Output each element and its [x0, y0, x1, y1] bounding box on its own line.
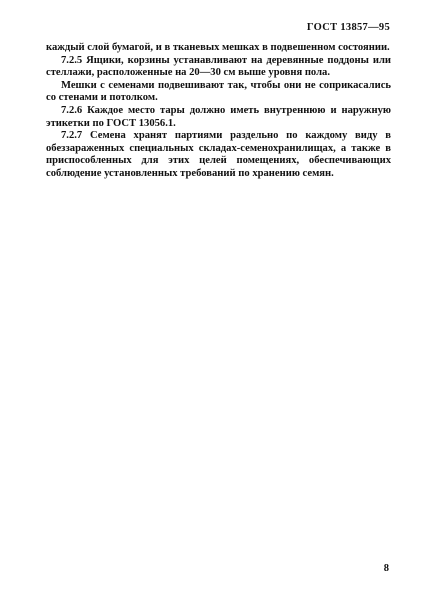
document-header-code: ГОСТ 13857—95 — [306, 22, 390, 33]
paragraph-continuation: каждый слой бумагой, и в тканевых мешках в подвешенном состоянии. — [46, 42, 390, 53]
paragraph-bags: Мешки с семенами подвешивают так, чтобы они не соприкасались со стенами и потолком. — [46, 79, 391, 104]
document-body — [46, 42, 391, 181]
page-number: 8 — [383, 563, 389, 574]
paragraph-7-2-6: 7.2.6 Каждое место тары должно иметь внутреннюю и наружную этикетки по ГОСТ 13056.1. — [46, 104, 391, 129]
paragraph-7-2-5: 7.2.5 Ящики, корзины устанавливают на деревянные поддоны или стеллажи, расположенные на 20—30 см выше уровня пола. — [46, 54, 391, 79]
paragraph-7-2-7: 7.2.7 Семена хранят партиями раздельно по каждому виду в обеззараженных специальных складах-семенохранилищах, а также в приспособленных для этих целей помещениях, обеспечивающих соблюдение установленных требований по хранению семян. — [46, 130, 391, 179]
